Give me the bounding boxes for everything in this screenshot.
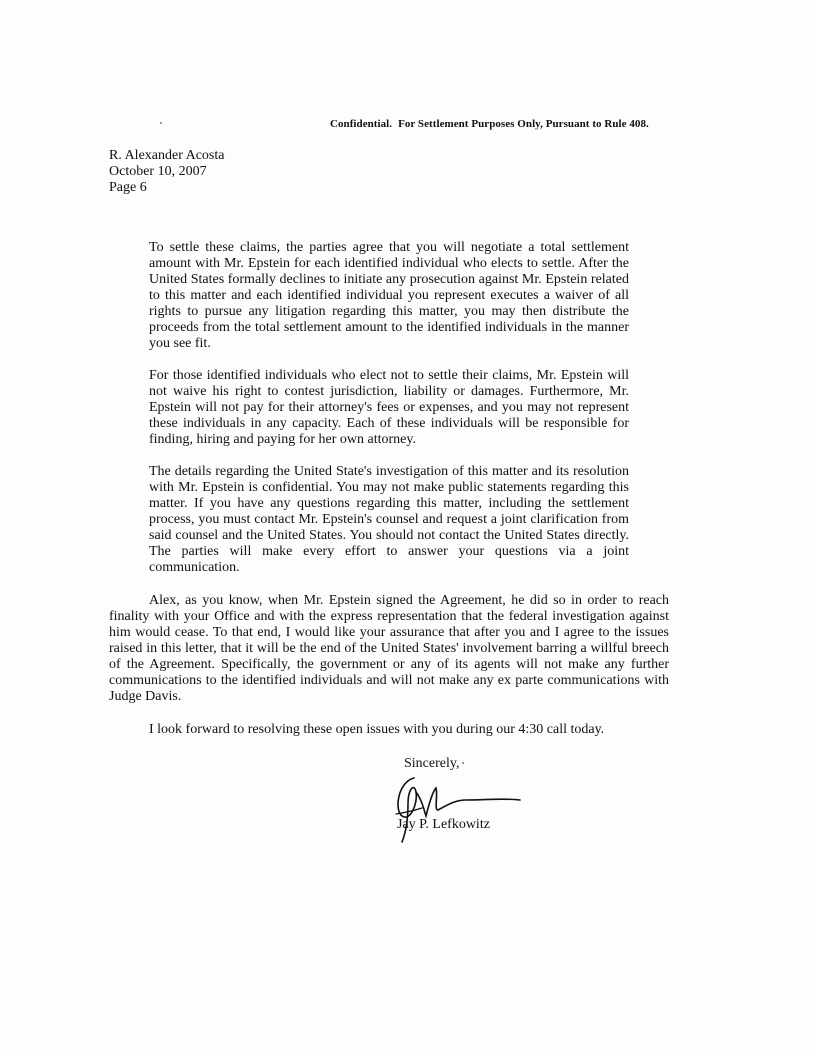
body-paragraph-4 [109,593,669,705]
recipient-name: R. Alexander Acosta [109,148,225,163]
settlement-notice: For Settlement Purposes Only, Pursuant to Rule 408. [398,118,649,130]
body-paragraph-3: The details regarding the United State's investigation of this matter and its resolution with Mr. Epstein is confidential. You may not make public statements regarding this matter. If you have any questions regarding this matter, including the settlement process, you must contact Mr. Epstein's counsel and request a joint clarification from said counsel and the United States. You should not contact the United States directly. The parties will make every effort to answer your questions via a joint communication. [149,464,629,575]
body-paragraph-1: To settle these claims, the parties agree that you will negotiate a total settlement amount with Mr. Epstein for each identified individual who elects to settle. After the United States formally declines to initiate any prosecution against Mr. Epstein related to this matter and each identified individual you represent executes a waiver of all rights to pursue any litigation regarding this matter, you may then distribute the proceeds from the total settlement amount to the identified individuals in the manner you see fit. [149,240,629,351]
page-number: Page 6 [109,180,147,195]
confidential-label: Confidential. [330,118,393,130]
scan-speck [160,122,162,124]
letter-date: October 10, 2007 [109,164,207,179]
body-paragraph-4-text: Alex, as you know, when Mr. Epstein signed the Agreement, he did so in order to reach finality with your Office and with the express representation that the federal investigation against him would cease. To that end, I would like your assurance that after you and I agree to the issues raised in this letter, that it will be the end of the United States' involvement barring a willful breech of the Agreement. Specifically, the government or any of its agents will not make any further communications to the identified individuals and will not make any ex parte communications with Judge Davis. [109,593,669,704]
scan-speck [462,762,464,764]
signer-name: Jay P. Lefkowitz [397,817,490,832]
confidentiality-header [330,118,649,130]
body-paragraph-2: For those identified individuals who elect not to settle their claims, Mr. Epstein will not waive his right to contest jurisdiction, liability or damages. Furthermore, Mr. Epstein will not pay for their attorney's fees or expenses, and you may not represent these individuals in any capacity. Each of these individuals will be responsible for finding, hiring and paying for her own attorney. [149,368,629,447]
body-paragraph-5: I look forward to resolving these open issues with you during our 4:30 call today. [149,722,605,737]
signature-icon [388,770,528,846]
closing-salutation: Sincerely, [404,756,460,771]
address-block [109,148,224,196]
